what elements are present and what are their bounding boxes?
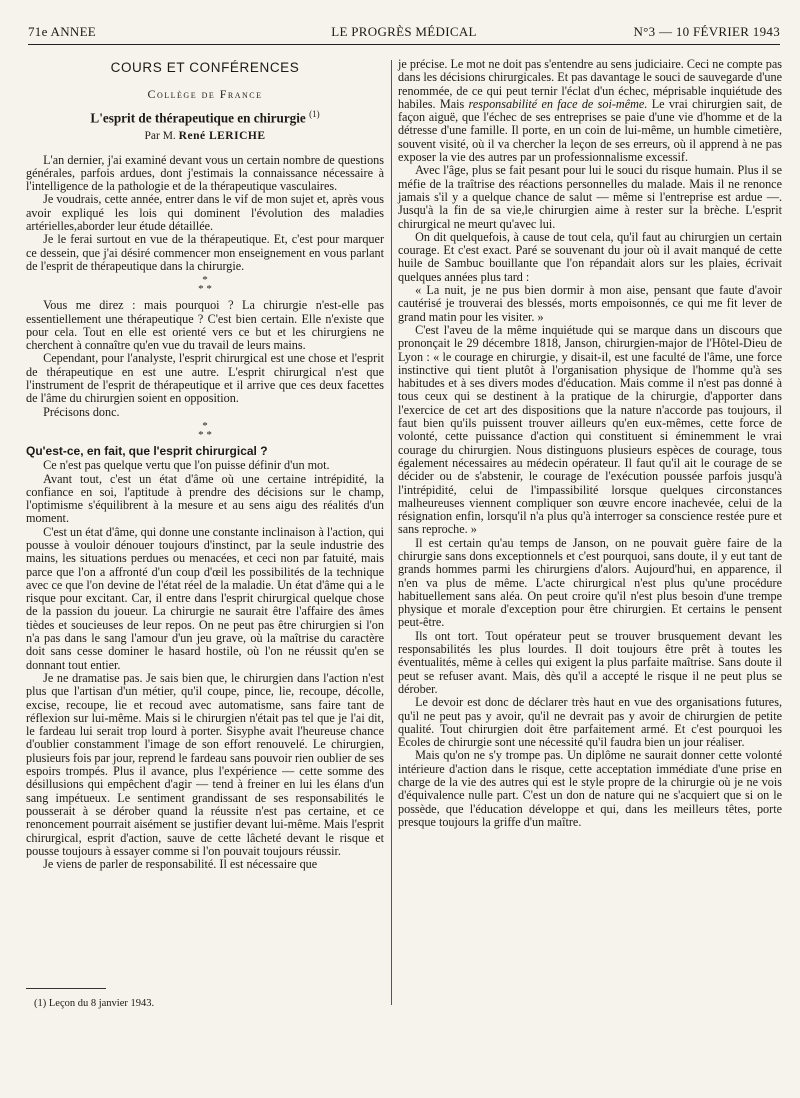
running-header	[28, 24, 780, 42]
section-stars-2: * * *	[198, 419, 212, 441]
paragraph: Je le ferai surtout en vue de la thérapeutique. Et, c'est pour marquer ce dessein, que j'ai désiré commencer mon enseignement en vous parlant de l'esprit de thérapeutique dans la chirurgie.	[26, 232, 384, 273]
left-column	[26, 58, 384, 871]
paragraph: « La nuit, je ne pus bien dormir à mon aise, pensant que faute d'avoir cautérisé je trouverai des blessés, morts empoisonnés, ce qui me fit lever de grand matin pour les visiter. »	[398, 283, 782, 324]
body-paragraphs-c	[398, 164, 782, 829]
continued-text-a: je précise. Le mot ne doit pas s'entendre au sens judiciaire. Ceci ne compte pas dans les décisions chirurgicales. Et pas davantage le souci de sauvegarde d'une renommée, de ce qui peut ternir l'éclat d'un échec, méprisable inquiétude des habiles. Mais	[398, 57, 782, 111]
header-issue: N°3 — 10 FÉVRIER 1943	[633, 24, 780, 39]
section-heading: COURS ET CONFÉRENCES	[110, 60, 300, 75]
title-footnote-ref: (1)	[309, 108, 320, 119]
paragraph: C'est l'aveu de la même inquiétude qui se marque dans un discours que prononçait le 29 décembre 1818, Janson, chirurgien-major de l'Hôtel-Dieu de Lyon : « le courage en chirurgie, y disait-il, est une faculté de l'âme, une force instinctive qui tient plutôt à l'organisation physique de l'homme qu'à ses habitudes et à ses divers modes d'éducation. Mais comme il n'est pas donné à tous ceux qui se destinent à la pratique de la chirurgie, d'apporter dans l'exercice de cet art des dispositions que la nature n'accorde pas toujours, il faut bien qu'ils puissent trouver ailleurs qu'en eux-mêmes, cette force de volonté, cette puissance d'action qui constituent si éminemment le vrai courage du chirurgien. Nous distinguons plusieurs espèces de courage, tous également nécessaires au médecin opérateur. Il faut qu'il ait le courage de se décider ou de s'abstenir, le courage de l'exécution poussée parfois jusqu'à l'intrépidité, celui de l'impassibilité lorsque quelques circonstances malheureuses viennent compliquer son œuvre encore inachevée, celui de la résignation enfin, lorsqu'il n'a plus qu'à interroger sa conscience restée pure et sans reproche. »	[398, 322, 782, 537]
subheading-lead: Qu'est-ce, en fait,	[26, 443, 126, 458]
paragraph: Il est certain qu'au temps de Janson, on ne pouvait guère faire de la chirurgie sans dons exceptionnels et c'est pourquoi, sans doute, il y eut tant de grands hommes parmi les chirurgiens d'alors. Aujourd'hui, en apparence, il n'en va plus de même. L'acte chirurgical n'est plus qu'une procédure habituellement sans aléa. On peut croire qu'il n'est plus besoin d'une trempe physique et morale d'exception pour être chirurgien. Et certains le pensent peut-être.	[398, 535, 782, 630]
continued-paragraph	[398, 58, 782, 164]
intro-paragraphs	[26, 154, 384, 274]
section-stars: * * *	[198, 274, 212, 296]
footnote-rule	[26, 988, 106, 989]
paragraph: Ils ont tort. Tout opérateur peut se trouver brusquement devant les responsabilités les plus lourdes. Il doit toujours être prêt à toutes les éventualités, même à celles qui exigent la plus parfaite maîtrise. Sans doute il peut se refuser avant. Mais, dès qu'il a accepté le risque il ne peut plus se dérober.	[398, 628, 782, 696]
subheading	[26, 445, 384, 458]
institution: Collège de France	[147, 87, 263, 102]
paragraph: Ce n'est pas quelque vertu que l'on puisse définir d'un mot.	[43, 458, 330, 473]
paragraph: Avant tout, c'est un état d'âme où une certaine intrépidité, la confiance en soi, l'aptitude à prendre des décisions sur le champ, l'optimisme s'équilibrent à la mesure et au sens aigu des réalités d'un moment.	[26, 471, 384, 526]
paragraph: On dit quelquefois, à cause de tout cela, qu'il faut au chirurgien un certain courage. Et c'est exact. Paré se souvenant du jour où il avait manqué de cette huile de Sambuc bouillante que l'on répandait alors sur les plaies, écrivait quelques années plus tard :	[398, 229, 782, 284]
article-title	[26, 108, 384, 125]
column-divider	[391, 60, 392, 1005]
paragraph: C'est un état d'âme, qui donne une constante inclinaison à l'action, qui pousse à vouloir dénouer toujours d'instinct, par la seule industrie des mains, les situations perdues ou menacées, et ceci non par fatuité, mais parce que l'on a affronté d'un coup d'œil les possibilités de la technique avec ce que l'on devine de l'état réel de la maladie. Un état d'âme qui a le risque pour excitant. Car, il entre dans l'esprit chirurgical quelque chose de la passion du joueur. La chirurgie ne saurait être l'affaire des âmes tièdes et soucieuses de leur repos. On ne peut pas être chirurgien si l'on n'a pas dans le sang l'amour d'un jeu grave, où la maîtrise du caractère doit sans cesse dominer le hasard hostile, où l'on ne réussit qu'en se donnant tout entier.	[26, 524, 384, 672]
byline-author: René LERICHE	[178, 130, 266, 143]
paragraph: Cependant, pour l'analyste, l'esprit chirurgical est une chose et l'esprit de thérapeutique en est une autre. L'esprit chirurgical n'est que l'instrument de l'esprit de thérapeutique et il arrive que ces deux facettes de l'âme du chirurgien soient en opposition.	[26, 351, 384, 406]
paragraph: Je ne dramatise pas. Je sais bien que, le chirurgien dans l'action n'est plus que l'artisan d'un métier, qu'il coupe, pince, lie, recoupe, décolle, excise, recoupe, lie et recoud avec automatisme, sans faire tant de réflexion sur lui-même. Mais si le chirurgien n'était pas tel que je l'ai dit, le fardeau lui serait trop lourd à porter. Sisyphe avait l'heureuse chance d'oublier constamment l'image de son effort renouvelé. Le chirurgien, plusieurs fois par jour, reprend le fardeau sans pouvoir rien oublier de ses espoirs trompés. Plus il avance, plus l'expérience — cette somme des désillusions qui empêchent d'agir — tend à freiner en lui les élans d'un sang impétueux. Le sentiment grandissant de ses responsabilités le pousserait à se dérober quand la réussite n'est pas certaine, et ce renoncement pourrait aisément se justifier devant lui-même. Mais l'esprit chirurgical, esprit d'action, sauve de cette lâcheté devant le risque et pousse toujours à essayer comme si l'on pouvait toujours réussir.	[26, 670, 384, 858]
paragraph: Le devoir est donc de déclarer très haut en vue des organisations futures, qu'il ne peut pas y avoir, qu'il ne devrait pas y avoir de chirurgien de petite qualité. Tout chirurgien doit être parfaitement armé. Et c'est pourquoi les Ecoles de chirurgie sont une nécessité qu'il faudra bien un jour réaliser.	[398, 695, 782, 750]
body-paragraphs-a	[26, 299, 384, 419]
paragraph: Avec l'âge, plus se fait pesant pour lui le souci du risque humain. Plus il se méfie de la traîtrise des réactions personnelles du malade. Mais il ne renonce jamais s'il y a quelque chance de salut — même si l'entreprise est ardue —. Jusqu'à la fin de sa vie,le chirurgien aime à rester sur la brèche. L'esprit chirurgical ne meurt qu'avec lui.	[398, 163, 782, 231]
byline	[26, 130, 384, 143]
continued-text-b: Le vrai chirurgien sait, de façon aiguë, que l'échec de ses entreprises se paie d'une vie d'homme et de la détresse d'une famille. Il porte, en un coin de lui-même, un humble cimetière, souvent visité, où il va chercher la leçon de ses erreurs, où il apprend à ne pas exposer la vie des autres par un professionnalisme excessif.	[398, 96, 783, 165]
footnote: (1) Leçon du 8 janvier 1943.	[34, 998, 155, 1009]
paragraph: L'an dernier, j'ai examiné devant vous un certain nombre de questions générales, parfois ardues, dont j'estimais la connaissance nécessaire à l'intelligence de la pathologie et de la thérapeutique vasculaires.	[26, 152, 384, 194]
emphasis-text: responsabilité en face de soi-même.	[468, 96, 648, 111]
right-column	[398, 58, 782, 829]
paragraph: Vous me direz : mais pourquoi ? La chirurgie n'est-elle pas essentiellement une thérapeutique ? C'est bien certain. Elle n'existe que pour cela. Tout en elle est orienté vers ce but et les chirurgiens ne cherchent à connaître qu'en vue du travail de leurs mains.	[26, 298, 384, 353]
header-rule	[28, 44, 780, 45]
header-journal-title: LE PROGRÈS MÉDICAL	[331, 24, 477, 39]
paragraph: Mais qu'on ne s'y trompe pas. Un diplôme ne saurait donner cette volonté intérieure d'action dans le risque, cette acceptation immédiate d'une prise en charge de la vie des autres qui est le style propre de la chirurgie où je ne vois d'équivalence nulle part. C'est un don de nature qui ne s'acquiert que si on le possède, que l'éducation développe et qui, dans les meilleurs têtes, porte presque toujours la griffe d'un maître.	[398, 748, 782, 829]
body-paragraphs-b	[26, 459, 384, 871]
subheading-rest: que l'esprit chirurgical ?	[128, 443, 268, 458]
paragraph: Je voudrais, cette année, entrer dans le vif de mon sujet et, après vous avoir expliqué les lois qui dominent l'évolution des maladies artérielles,aborder leur étude détaillée.	[26, 192, 384, 234]
paragraph: Précisons donc.	[43, 404, 120, 419]
header-year: 71e ANNEE	[28, 24, 97, 39]
paragraph: Je viens de parler de responsabilité. Il est nécessaire que	[43, 857, 318, 872]
byline-prefix: Par M.	[144, 130, 176, 143]
article-title-text: L'esprit de thérapeutique en chirurgie	[90, 109, 306, 125]
